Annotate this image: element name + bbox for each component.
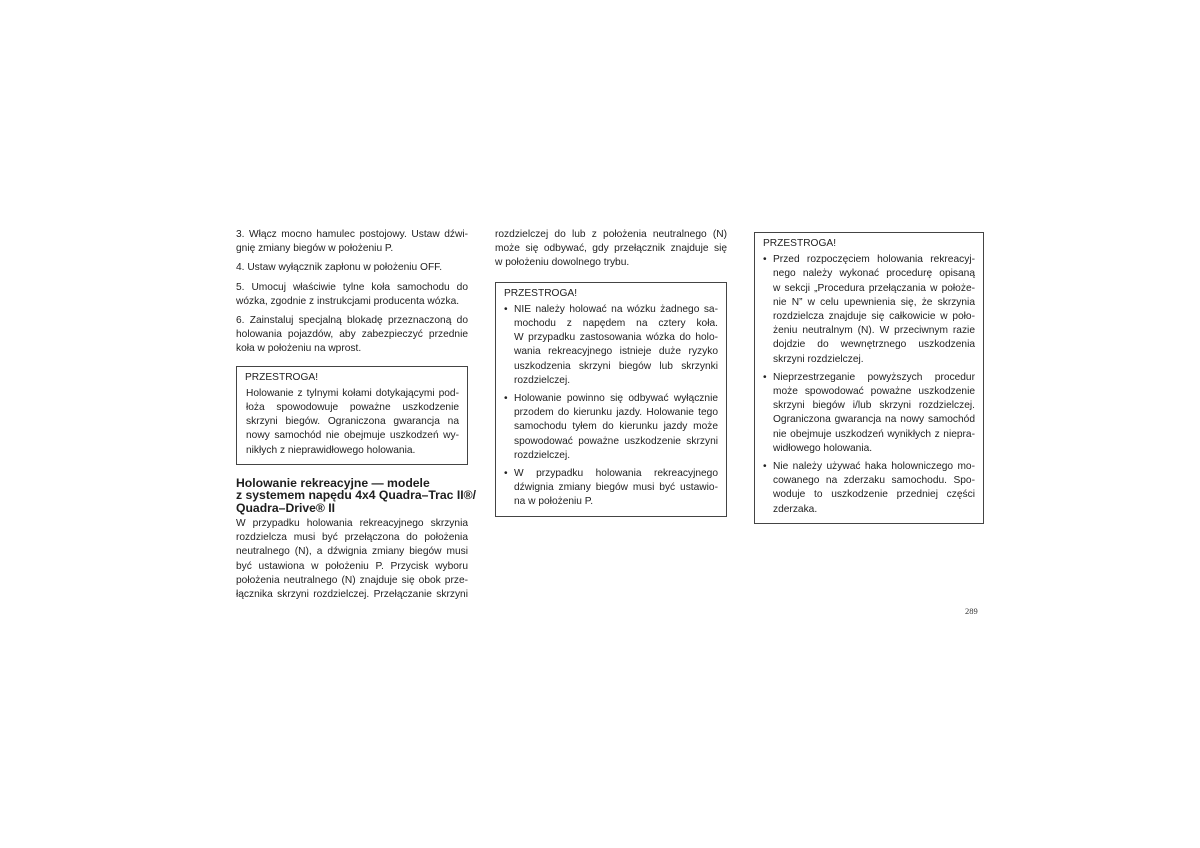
text-line: W przypadku holowania rekreacyjnego bbox=[514, 468, 718, 480]
text-line: Holowanie z tylnymi kołami dotykającymi pod- bbox=[246, 387, 459, 399]
text-line: łącznika skrzyni rozdzielczej. Przełączanie skrzyni bbox=[236, 589, 468, 601]
text-line: skrzyni biegów i/lub skrzyni rozdzielczej. bbox=[773, 400, 975, 412]
text-line: rozdzielcza znajduje się całkowicie w poło- bbox=[773, 311, 975, 323]
text-line: może się odbywać, gdy przełącznik znajduje się bbox=[495, 243, 727, 255]
step-6 bbox=[236, 314, 468, 357]
text-line: rozdzielczej do lub z położenia neutralnego (N) bbox=[495, 229, 727, 240]
step-5 bbox=[236, 281, 468, 309]
text-line: na w położeniu P. bbox=[514, 496, 594, 508]
text-line: mochodu z napędem na cztery koła. bbox=[514, 318, 718, 330]
text-line: Przed rozpoczęciem holowania rekreacyj- bbox=[773, 254, 975, 266]
bullet-icon: • bbox=[504, 303, 508, 315]
warning-title: PRZESTROGA! bbox=[245, 371, 319, 383]
text-line: neutralnego (N), a dźwignia zmiany biegów musi bbox=[236, 546, 468, 558]
step-4 bbox=[236, 261, 468, 275]
text-line: 3. Włącz mocno hamulec postojowy. Ustaw dźwi- bbox=[236, 229, 468, 240]
column-right bbox=[754, 232, 984, 524]
heading-line: Holowanie rekreacyjne — modele bbox=[236, 475, 430, 490]
warning-item bbox=[763, 253, 975, 367]
warning-box bbox=[495, 282, 727, 517]
warning-item bbox=[504, 467, 718, 510]
bullet-icon: • bbox=[763, 461, 767, 473]
text-line: dojdzie do wewnętrznego uszkodzenia bbox=[773, 339, 975, 351]
text-line: położenia neutralnego (N) znajduje się obok prze- bbox=[236, 574, 468, 586]
text-line: rozdzielczej. bbox=[514, 449, 571, 461]
text-line: być ustawiona w położeniu P. Przycisk wyboru bbox=[236, 560, 468, 572]
text-line: nego należy wykonać procedurę opisaną bbox=[773, 268, 975, 280]
heading-line: Quadra–Drive® II bbox=[236, 500, 336, 515]
warning-title: PRZESTROGA! bbox=[504, 287, 578, 299]
text-line: skrzyni biegów. Ograniczona gwarancja na bbox=[246, 416, 459, 428]
text-line: uszkodzenia skrzyni biegów lub skrzynki bbox=[514, 360, 718, 372]
text-line: samochodu tyłem do kierunku jazdy może bbox=[514, 421, 718, 433]
bullet-icon: • bbox=[763, 254, 767, 266]
text-line: W przypadku holowania rekreacyjnego skrzynia bbox=[236, 518, 468, 530]
text-line: zderzaka. bbox=[773, 503, 818, 515]
warning-item bbox=[763, 371, 975, 456]
heading-line: z systemem napędu 4x4 Quadra–Trac II®/ bbox=[236, 488, 476, 503]
text-line: NIE należy holować na wózku żadnego sa- bbox=[514, 303, 718, 315]
text-line: w sekcji „Procedura przełączania w położe- bbox=[773, 282, 975, 294]
text-line: woduje to uszkodzenie przedniej części bbox=[773, 489, 975, 501]
bullet-icon: • bbox=[504, 468, 508, 480]
text-line: 4. Ustaw wyłącznik zapłonu w położeniu OFF. bbox=[236, 262, 443, 274]
text-line: skrzyni rozdzielczej. bbox=[773, 353, 864, 365]
text-line: nie obejmuje uszkodzeń wynikłych z niepra- bbox=[773, 428, 975, 440]
text-line: cowanego na zderzaku samochodu. Spo- bbox=[773, 475, 975, 487]
text-line: w położeniu dowolnego trybu. bbox=[495, 257, 630, 269]
text-line: wania rekreacyjnego istnieje duże ryzyko bbox=[514, 346, 718, 358]
text-line: Nie należy używać haka holowniczego mo- bbox=[773, 461, 975, 473]
page-number: 289 bbox=[965, 606, 978, 616]
text-line: dźwignia zmiany biegów musi być ustawio- bbox=[514, 482, 718, 494]
text-line: holowania pojazdów, aby zabezpieczyć przednie bbox=[236, 329, 468, 341]
text-line: przodem do kierunku jazdy. Holowanie tego bbox=[514, 407, 718, 419]
text-line: Nieprzestrzeganie powyższych procedur bbox=[773, 371, 975, 383]
text-line: spowodować poważne uszkodzenie skrzyni bbox=[514, 435, 718, 447]
text-line: Ograniczona gwarancja na nowy samochód bbox=[773, 414, 975, 426]
text-line: łoża spowodowuje poważne uszkodzenie bbox=[246, 402, 459, 414]
warning-item bbox=[504, 392, 718, 463]
text-line: gnię zmiany biegów w położeniu P. bbox=[236, 243, 394, 255]
bullet-icon: • bbox=[504, 393, 508, 405]
text-line: 5. Umocuj właściwie tylne koła samochodu do bbox=[236, 281, 468, 293]
warning-box bbox=[236, 366, 468, 465]
warning-list bbox=[763, 253, 975, 517]
text-line: W przypadku zastosowania wózka do holo- bbox=[514, 332, 718, 344]
column-left bbox=[236, 228, 476, 602]
text-line: wózka, zgodnie z instrukcjami producenta wózka. bbox=[236, 295, 460, 307]
body-paragraph bbox=[236, 517, 468, 602]
warning-box bbox=[754, 232, 984, 524]
text-line: rozdzielcza musi być przełączona do położenia bbox=[236, 532, 468, 544]
warning-text bbox=[245, 387, 459, 458]
column-middle bbox=[495, 228, 727, 517]
text-line: rozdzielczej. bbox=[514, 374, 571, 386]
warning-title: PRZESTROGA! bbox=[763, 238, 837, 249]
text-line: nikłych z nieprawidłowego holowania. bbox=[246, 444, 416, 456]
text-line: widłowego holowania. bbox=[773, 442, 873, 454]
text-line: nowy samochód nie obejmuje uszkodzeń wy- bbox=[246, 430, 459, 442]
text-line: może spowodować poważne uszkodzenie bbox=[773, 386, 975, 398]
text-line: nie N” w celu upewnienia się, że skrzynia bbox=[773, 296, 975, 308]
section-heading bbox=[236, 475, 476, 515]
warning-list bbox=[504, 303, 718, 510]
step-3 bbox=[236, 228, 468, 256]
warning-item bbox=[504, 303, 718, 388]
text-line: 6. Zainstaluj specjalną blokadę przeznaczoną do bbox=[236, 315, 468, 327]
text-line: koła w położeniu na wprost. bbox=[236, 343, 362, 355]
text-line: Holowanie powinno się odbywać wyłącznie bbox=[514, 393, 718, 405]
bullet-icon: • bbox=[763, 371, 767, 383]
warning-item bbox=[763, 460, 975, 517]
text-line: żeniu neutralnym (N). W przeciwnym razie bbox=[773, 325, 975, 337]
body-paragraph bbox=[495, 228, 727, 271]
